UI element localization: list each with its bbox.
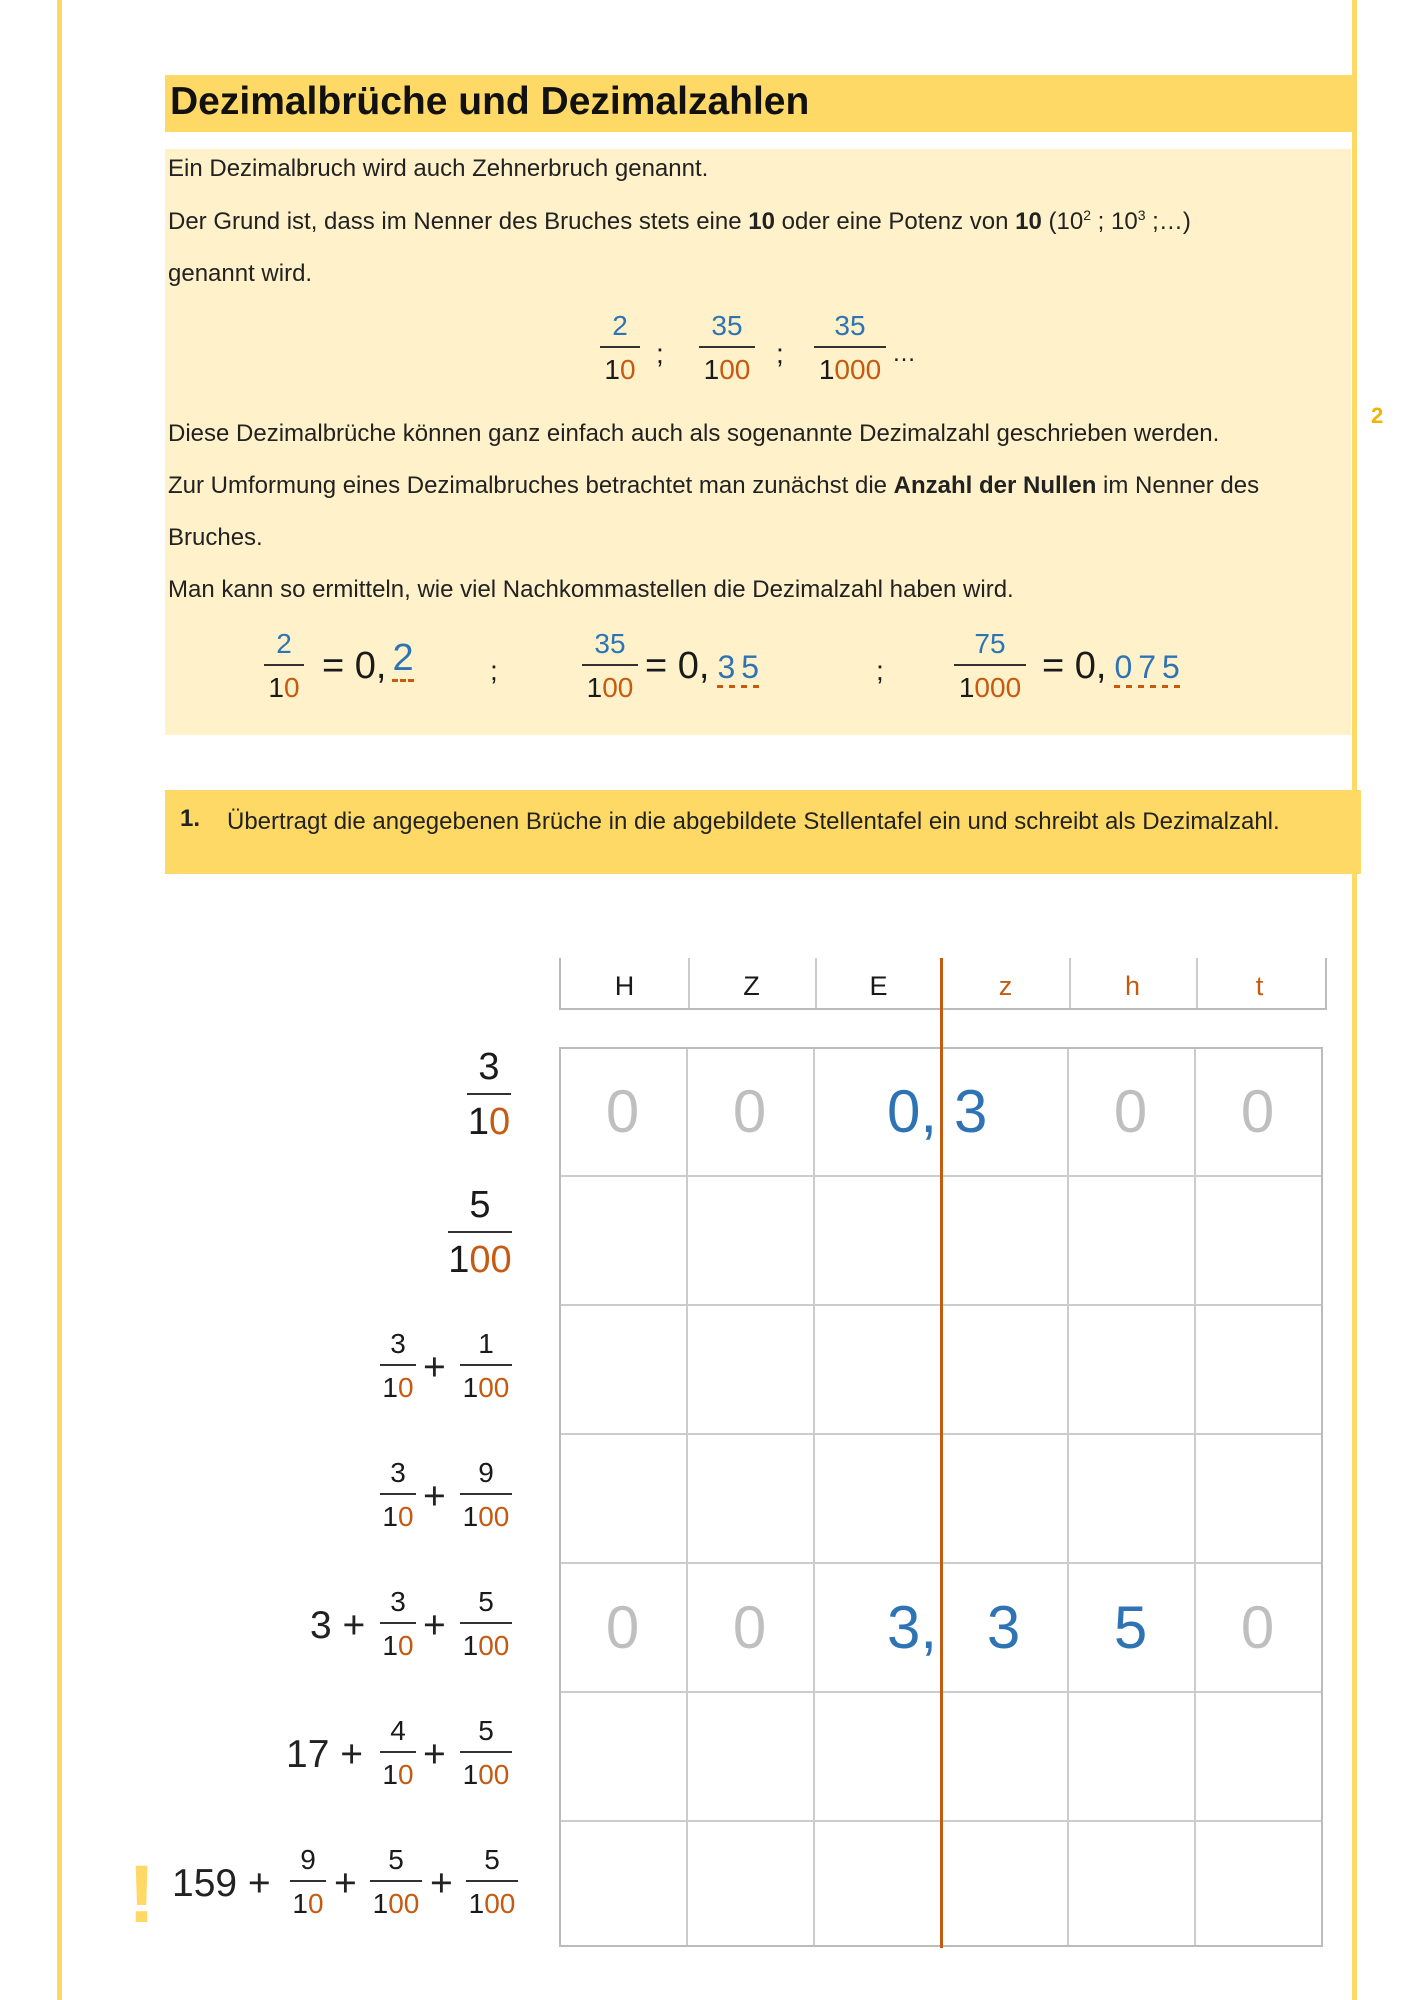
expression-6-whole: 17 + [286,1733,363,1776]
example-fraction-3: 35 1000 [812,310,888,386]
expression-3-fraction-1: 3 10 [378,1328,418,1404]
expression-6-plus: + [423,1733,446,1776]
left-margin-line [57,0,62,2000]
conversion-separator-1: ; [490,655,498,686]
header-ones: E [869,971,888,1001]
expression-5-fraction-1: 3 10 [378,1586,418,1662]
row1-cell-E[interactable]: 0, [886,1078,937,1145]
expression-3-fraction-2: 1 100 [458,1328,514,1404]
conversion-fraction-2: 35 100 [580,628,640,704]
row1-cell-Z[interactable]: 0 [732,1078,767,1145]
task-text: Übertragt die angegebenen Brüche in die abgebildete Stellentafel ein und schreibt als Dezimalzahl. [227,808,1280,835]
expression-7-fraction-1: 9 10 [288,1844,328,1920]
intro-line-5: Zur Umformung eines Dezimalbruches betrachtet man zunächst die Anzahl der Nullen im Nenner des [168,472,1260,499]
expression-5-plus: + [423,1604,446,1647]
conversion-result-1: = 0, 2 [322,637,414,687]
row5-cell-H[interactable]: 0 [605,1594,640,1661]
header-hundredths: h [1124,971,1141,1001]
expression-5-fraction-2: 5 100 [458,1586,514,1662]
row1-cell-H[interactable]: 0 [605,1078,640,1145]
header-tens: Z [743,971,760,1001]
task-number: 1. [180,805,201,832]
row5-cell-h[interactable]: 5 [1113,1594,1148,1661]
conversion-fraction-3: 75 1000 [952,628,1028,704]
conversion-result-3: = 0, 0 7 5 [1042,645,1180,687]
row5-cell-t[interactable]: 0 [1240,1594,1275,1661]
expression-7-plus-2: + [430,1862,453,1905]
expression-7-fraction-3: 5 100 [464,1844,520,1920]
row1-cell-h[interactable]: 0 [1113,1078,1148,1145]
expression-3-plus: + [423,1346,446,1389]
expression-5-whole: 3 + [310,1604,366,1647]
example-ellipsis: … [892,340,916,367]
intro-line-2: Der Grund ist, dass im Nenner des Bruches stets eine 10 oder eine Potenz von 10 ($10^2$ ; $10^3$ ;…) [168,207,1191,235]
header-hundreds: H [614,971,635,1001]
header-tenths: z [998,971,1013,1001]
row1-cell-z[interactable]: 3 [954,1078,988,1145]
row5-cell-Z[interactable]: 0 [732,1594,767,1661]
expression-6-fraction-2: 5 100 [458,1715,514,1791]
expression-7-fraction-2: 5 100 [368,1844,424,1920]
expression-2: 5 100 [448,1184,512,1281]
conversion-fraction-1: 2 10 [262,628,306,704]
warning-exclamation-icon: ! [128,1849,156,1940]
intro-line-3: genannt wird. [168,260,313,287]
row1-cell-t[interactable]: 0 [1240,1078,1275,1145]
example-separator-2: ; [776,338,784,369]
conversion-separator-2: ; [876,655,884,686]
page-title: Dezimalbrüche und Dezimalzahlen [170,80,810,123]
row5-cell-E[interactable]: 3, [886,1594,937,1661]
example-fraction-1: 2 10 [598,310,642,386]
expression-4-fraction-2: 9 100 [458,1457,514,1533]
example-separator-1: ; [656,338,664,369]
page-number: 2 [1371,403,1384,428]
expression-1: 3 10 [467,1046,511,1143]
expression-7-plus-1: + [334,1862,357,1905]
expression-7-whole: 159 + [172,1862,271,1905]
intro-line-4: Diese Dezimalbrüche können ganz einfach auch als sogenannte Dezimalzahl geschrieben werden. [168,420,1220,447]
expression-4-plus: + [423,1475,446,1518]
intro-line-7: Man kann so ermitteln, wie viel Nachkommastellen die Dezimalzahl haben wird. [168,576,1014,603]
expression-6-fraction-1: 4 10 [378,1715,418,1791]
expression-4-fraction-1: 3 10 [378,1457,418,1533]
header-thousandths: t [1255,971,1264,1001]
intro-line-6: Bruches. [168,524,263,551]
row5-cell-z[interactable]: 3 [986,1594,1021,1661]
place-value-header [559,958,1327,1010]
conversion-result-2: = 0, 3 5 [645,645,760,687]
example-fraction-2: 35 100 [696,310,758,386]
intro-line-1: Ein Dezimalbruch wird auch Zehnerbruch genannt. [168,155,709,182]
right-margin-line [1352,0,1357,2000]
